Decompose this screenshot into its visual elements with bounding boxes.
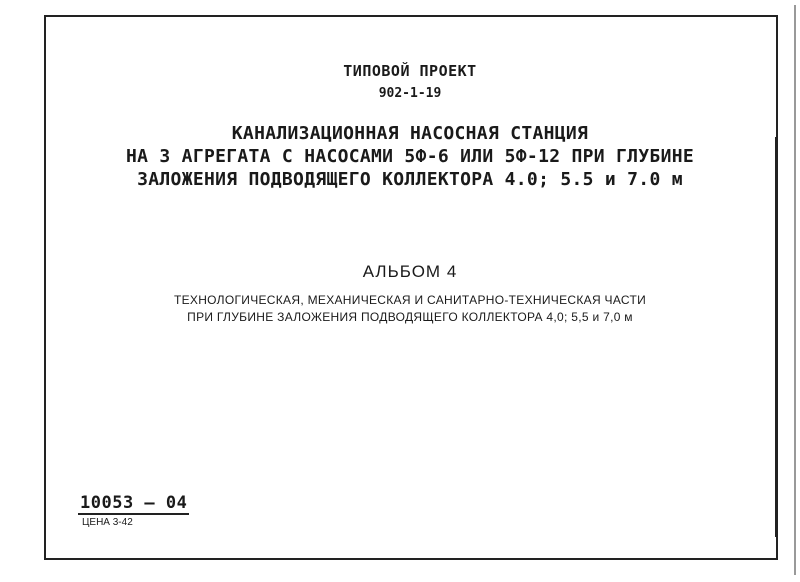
- frame-edge-mark: [775, 137, 778, 537]
- type-project-label: ТИПОВОЙ ПРОЕКТ: [343, 62, 477, 80]
- title-line-2: НА 3 АГРЕГАТА С НАСОСАМИ 5Ф-6 ИЛИ 5Ф-12 ПРИ ГЛУБИНЕ: [126, 146, 694, 167]
- subtitle-line-1: ТЕХНОЛОГИЧЕСКАЯ, МЕХАНИЧЕСКАЯ И САНИТАРНО-ТЕХНИЧЕСКАЯ ЧАСТИ: [173, 293, 647, 307]
- inventory-stamp: [78, 493, 189, 528]
- album-label: АЛЬБОМ 4: [362, 262, 458, 281]
- inventory-code: 10053 – 04: [80, 493, 188, 513]
- price-label: ЦЕНА 3-42: [82, 517, 133, 528]
- title-line-3: ЗАЛОЖЕНИЯ ПОДВОДЯЩЕГО КОЛЛЕКТОРА 4.0; 5.5 и 7.0 м: [137, 169, 683, 190]
- album-subtitle: [10, 292, 800, 326]
- title-line-1: КАНАЛИЗАЦИОННАЯ НАСОСНАЯ СТАНЦИЯ: [231, 123, 589, 144]
- project-number: 902-1-19: [378, 86, 442, 101]
- subtitle-line-2: ПРИ ГЛУБИНЕ ЗАЛОЖЕНИЯ ПОДВОДЯЩЕГО КОЛЛЕКТОРА 4,0; 5,5 и 7,0 м: [187, 310, 633, 324]
- document-title: [10, 122, 800, 191]
